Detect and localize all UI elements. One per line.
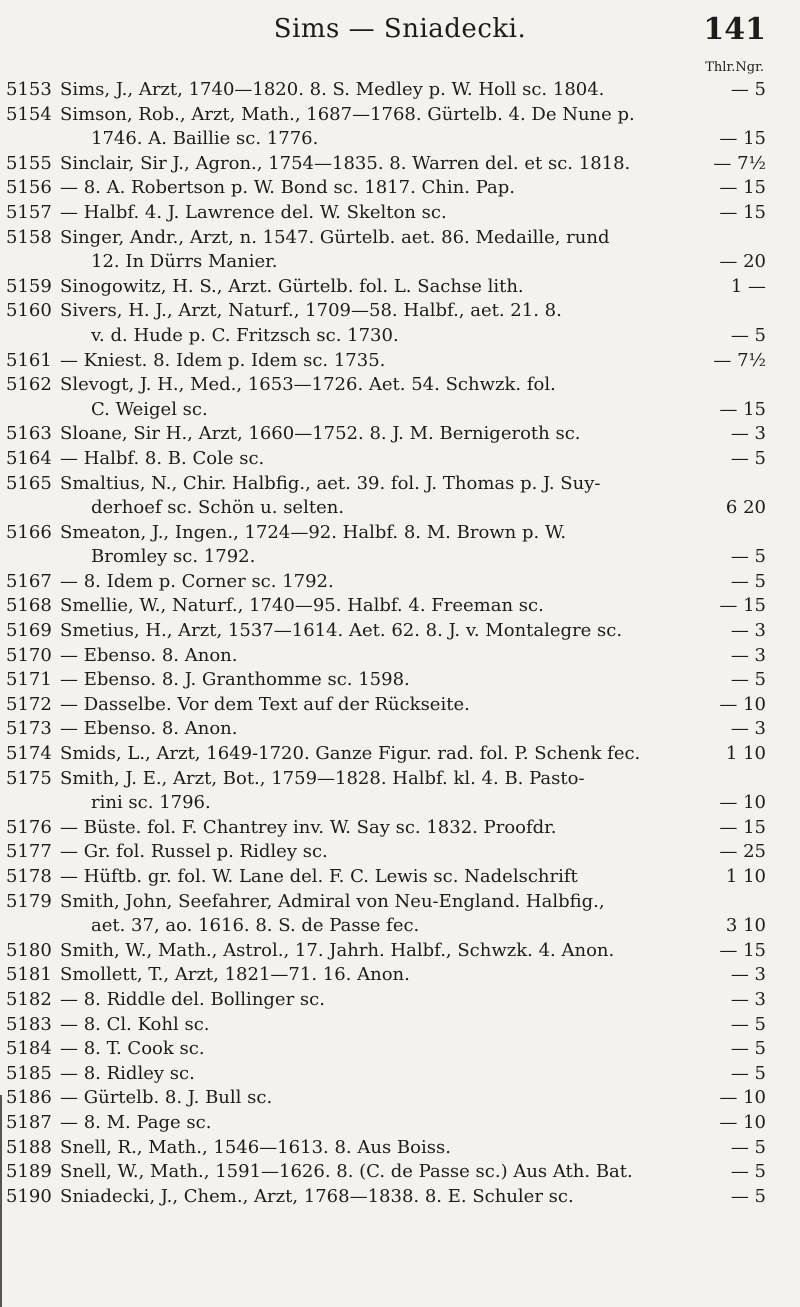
entry-text-line: Smith, J. E., Arzt, Bot., 1759—1828. Halbf. kl. 4. B. Pasto-: [60, 767, 585, 789]
entry-price: 1 —: [730, 275, 766, 297]
entry-text-line: 12. In Dürrs Manier.: [91, 251, 278, 273]
entry-number: 5182: [6, 988, 52, 1010]
entry-text-line: Sloane, Sir H., Arzt, 1660—1752. 8. J. M. Bernigeroth sc.: [60, 423, 581, 445]
entry-price: — 15: [719, 595, 766, 617]
entry-text-line: Smollett, T., Arzt, 1821—71. 16. Anon.: [60, 964, 410, 986]
entry-price: — 5: [730, 1185, 766, 1207]
entry-number: 5164: [6, 447, 52, 469]
entry-number: 5179: [6, 890, 52, 912]
catalog-entry: [0, 742, 800, 767]
entry-text-line: Sinogowitz, H. S., Arzt. Gürtelb. fol. L. Sachse lith.: [60, 275, 524, 297]
entry-text-line: Simson, Rob., Arzt, Math., 1687—1768. Gürtelb. 4. De Nune p.: [60, 103, 635, 125]
entry-number: 5160: [6, 300, 52, 322]
catalog-entry: [0, 865, 800, 890]
entry-price: 1 10: [725, 743, 766, 765]
catalog-entry: [0, 152, 800, 177]
entry-text-line: Singer, Andr., Arzt, n. 1547. Gürtelb. aet. 86. Medaille, rund: [60, 226, 610, 248]
entry-number: 5178: [6, 866, 52, 887]
entry-text-line: — Halbf. 8. B. Cole sc.: [60, 447, 265, 469]
entry-price: — 3: [730, 988, 766, 1010]
page-title: Sims — Sniadecki.: [273, 14, 527, 44]
entry-price: — 15: [719, 939, 766, 961]
entry-number: 5188: [6, 1136, 52, 1158]
catalog-entry: [0, 201, 800, 226]
catalog-entry: [0, 1037, 800, 1062]
entry-price: — 5: [730, 1038, 766, 1060]
entry-text-line: — 8. Idem p. Corner sc. 1792.: [60, 570, 334, 592]
entry-text-line: Smaltius, N., Chir. Halbfig., aet. 39. fol. J. Thomas p. J. Suy-: [60, 472, 601, 494]
entry-text-line: Smeaton, J., Ingen., 1724—92. Halbf. 8. M. Brown p. W.: [60, 521, 567, 543]
catalog-entry: [0, 447, 800, 472]
entry-number: 5184: [6, 1038, 52, 1060]
catalog-entry: [0, 963, 800, 988]
catalog-entry: [0, 1136, 800, 1161]
entry-text-line: — 8. A. Robertson p. W. Bond sc. 1817. Chin. Pap.: [60, 177, 515, 199]
catalog-entry: [0, 472, 800, 521]
entry-price: — 20: [719, 251, 766, 273]
catalog-entry: [0, 939, 800, 964]
entry-text-line: Smith, John, Seefahrer, Admiral von Neu-England. Halbfig.,: [60, 890, 605, 912]
entry-price: — 5: [730, 324, 766, 346]
entry-text-line: Sivers, H. J., Arzt, Naturf., 1709—58. Halbf., aet. 21. 8.: [60, 300, 562, 322]
entry-price: — 5: [730, 1013, 766, 1035]
entry-price: — 15: [719, 177, 766, 199]
catalog-entry: [0, 594, 800, 619]
catalog-entry: [0, 275, 800, 300]
entry-price: — 25: [719, 841, 766, 863]
entry-text-line: — Gürtelb. 8. J. Bull sc.: [60, 1087, 273, 1109]
entry-number: 5157: [6, 201, 52, 223]
catalog-entry: [0, 717, 800, 742]
entry-number: 5174: [6, 743, 52, 765]
entry-text-line: Slevogt, J. H., Med., 1653—1726. Aet. 54. Schwzk. fol.: [60, 374, 556, 396]
entry-price: — 15: [719, 201, 766, 223]
catalog-entry: [0, 570, 800, 595]
entry-number: 5177: [6, 841, 52, 863]
entry-number: 5158: [6, 226, 52, 248]
entry-price: — 10: [719, 1087, 766, 1109]
entry-text-line: Smetius, H., Arzt, 1537—1614. Aet. 62. 8. J. v. Montalegre sc.: [60, 620, 623, 642]
catalog-entry: [0, 619, 800, 644]
entry-text-line: — 8. Riddle del. Bollinger sc.: [60, 988, 325, 1010]
entry-number: 5154: [6, 103, 52, 125]
entry-text-line: — 8. M. Page sc.: [60, 1111, 212, 1133]
entry-number: 5156: [6, 177, 52, 199]
entry-text-line: Sims, J., Arzt, 1740—1820. 8. S. Medley p. W. Holl sc. 1804.: [60, 79, 605, 100]
entry-number: 5166: [6, 521, 52, 543]
entry-price: — 7½: [713, 349, 766, 371]
entry-text-line: — Dasselbe. Vor dem Text auf der Rückseite.: [60, 693, 470, 715]
catalog-entry: [0, 1160, 800, 1185]
entry-price: 3 10: [725, 915, 766, 937]
entry-price: — 5: [730, 669, 766, 691]
entry-number: 5175: [6, 767, 52, 789]
entry-text-line: — Ebenso. 8. Anon.: [60, 718, 238, 740]
catalog-entry: [0, 816, 800, 841]
entry-text-line: Smids, L., Arzt, 1649-1720. Ganze Figur. rad. fol. P. Schenk fec.: [60, 743, 641, 765]
entry-text-line: — Kniest. 8. Idem p. Idem sc. 1735.: [60, 349, 386, 371]
entry-number: 5190: [6, 1185, 52, 1207]
entry-number: 5183: [6, 1013, 52, 1035]
catalog-entry: [0, 226, 800, 275]
entry-price: 1 10: [725, 866, 766, 887]
entry-text-line: rini sc. 1796.: [91, 792, 211, 814]
entry-price: — 15: [719, 398, 766, 420]
catalog-entry: [0, 1086, 800, 1111]
entry-number: 5162: [6, 374, 52, 396]
catalog-entry: [0, 890, 800, 939]
entry-price: — 3: [730, 644, 766, 666]
catalog-entry: [0, 103, 800, 152]
catalog-entry: [0, 1111, 800, 1136]
entry-number: 5187: [6, 1111, 52, 1133]
catalog-entry: [0, 299, 800, 348]
catalog-entry: [0, 373, 800, 422]
entry-text-line: — Halbf. 4. J. Lawrence del. W. Skelton sc.: [60, 201, 447, 223]
entry-price: — 7½: [713, 152, 766, 174]
entry-text-line: Bromley sc. 1792.: [91, 546, 256, 568]
entry-price: — 3: [730, 423, 766, 445]
catalog-entry: [0, 840, 800, 865]
entry-number: 5159: [6, 275, 52, 297]
catalog-entry: [0, 349, 800, 374]
catalog-entry: [0, 767, 800, 816]
entry-price: — 5: [730, 1161, 766, 1183]
scan-edge-rule: [0, 1095, 2, 1307]
entry-text-line: — Hüftb. gr. fol. W. Lane del. F. C. Lewis sc. Nadelschrift: [60, 866, 578, 887]
entry-number: 5169: [6, 620, 52, 642]
entry-price: — 5: [730, 546, 766, 568]
entry-number: 5186: [6, 1087, 52, 1109]
entry-number: 5176: [6, 816, 52, 838]
entry-number: 5163: [6, 423, 52, 445]
entry-price: — 10: [719, 693, 766, 715]
entry-price: — 10: [719, 1111, 766, 1133]
entry-text-line: — 8. Cl. Kohl sc.: [60, 1013, 210, 1035]
entry-number: 5167: [6, 570, 52, 592]
entry-text-line: Smith, W., Math., Astrol., 17. Jahrh. Halbf., Schwzk. 4. Anon.: [60, 939, 615, 961]
catalog-entry: [0, 1013, 800, 1038]
catalog-entry: [0, 521, 800, 570]
entry-text-line: — Ebenso. 8. J. Granthomme sc. 1598.: [60, 669, 410, 691]
entry-price: — 5: [730, 1136, 766, 1158]
entry-price: — 3: [730, 718, 766, 740]
entry-number: 5181: [6, 964, 52, 986]
catalog-entry: [0, 693, 800, 718]
entry-price: — 5: [730, 447, 766, 469]
catalog-entry: [0, 78, 800, 103]
entry-text-line: 1746. A. Baillie sc. 1776.: [91, 128, 319, 150]
entry-number: 5168: [6, 595, 52, 617]
entry-text-line: — Büste. fol. F. Chantrey inv. W. Say sc. 1832. Proofdr.: [60, 816, 557, 838]
entry-text-line: Smellie, W., Naturf., 1740—95. Halbf. 4. Freeman sc.: [60, 595, 544, 617]
entry-text-line: aet. 37, ao. 1616. 8. S. de Passe fec.: [91, 915, 420, 937]
entry-text-line: — 8. T. Cook sc.: [60, 1038, 205, 1060]
entry-price: 6 20: [725, 497, 766, 519]
entry-text-line: derhoef sc. Schön u. selten.: [91, 497, 345, 519]
entry-number: 5165: [6, 472, 52, 494]
catalog-list: [0, 78, 800, 1209]
entry-price: — 3: [730, 964, 766, 986]
entry-text-line: Sinclair, Sir J., Agron., 1754—1835. 8. Warren del. et sc. 1818.: [60, 152, 631, 174]
entry-number: 5173: [6, 718, 52, 740]
entry-number: 5161: [6, 349, 52, 371]
entry-text-line: — 8. Ridley sc.: [60, 1062, 195, 1084]
entry-price: — 5: [730, 79, 766, 100]
entry-text-line: C. Weigel sc.: [91, 398, 208, 420]
entry-text-line: Snell, W., Math., 1591—1626. 8. (C. de Passe sc.) Aus Ath. Bat.: [60, 1161, 633, 1183]
catalog-entry: [0, 176, 800, 201]
entry-price: — 15: [719, 128, 766, 150]
catalog-entry: [0, 988, 800, 1013]
catalog-entry: [0, 1062, 800, 1087]
entry-number: 5153: [6, 79, 52, 100]
entry-number: 5189: [6, 1161, 52, 1183]
entry-text-line: Sniadecki, J., Chem., Arzt, 1768—1838. 8. E. Schuler sc.: [60, 1185, 574, 1207]
catalog-entry: [0, 1185, 800, 1210]
catalog-entry: [0, 422, 800, 447]
page-number: 141: [703, 12, 766, 47]
catalog-entry: [0, 644, 800, 669]
entry-number: 5185: [6, 1062, 52, 1084]
entry-number: 5155: [6, 152, 52, 174]
catalog-entry: [0, 668, 800, 693]
entry-price: — 3: [730, 620, 766, 642]
entry-price: — 15: [719, 816, 766, 838]
entry-number: 5172: [6, 693, 52, 715]
price-column-header: Thlr.Ngr.: [705, 60, 764, 75]
entry-number: 5180: [6, 939, 52, 961]
entry-text-line: — Ebenso. 8. Anon.: [60, 644, 238, 666]
entry-text-line: — Gr. fol. Russel p. Ridley sc.: [60, 841, 328, 863]
entry-text-line: Snell, R., Math., 1546—1613. 8. Aus Boiss.: [60, 1136, 451, 1158]
entry-price: — 10: [719, 792, 766, 814]
entry-number: 5171: [6, 669, 52, 691]
entry-text-line: v. d. Hude p. C. Fritzsch sc. 1730.: [91, 324, 399, 346]
entry-number: 5170: [6, 644, 52, 666]
running-head: [0, 8, 800, 48]
entry-price: — 5: [730, 570, 766, 592]
entry-price: — 5: [730, 1062, 766, 1084]
